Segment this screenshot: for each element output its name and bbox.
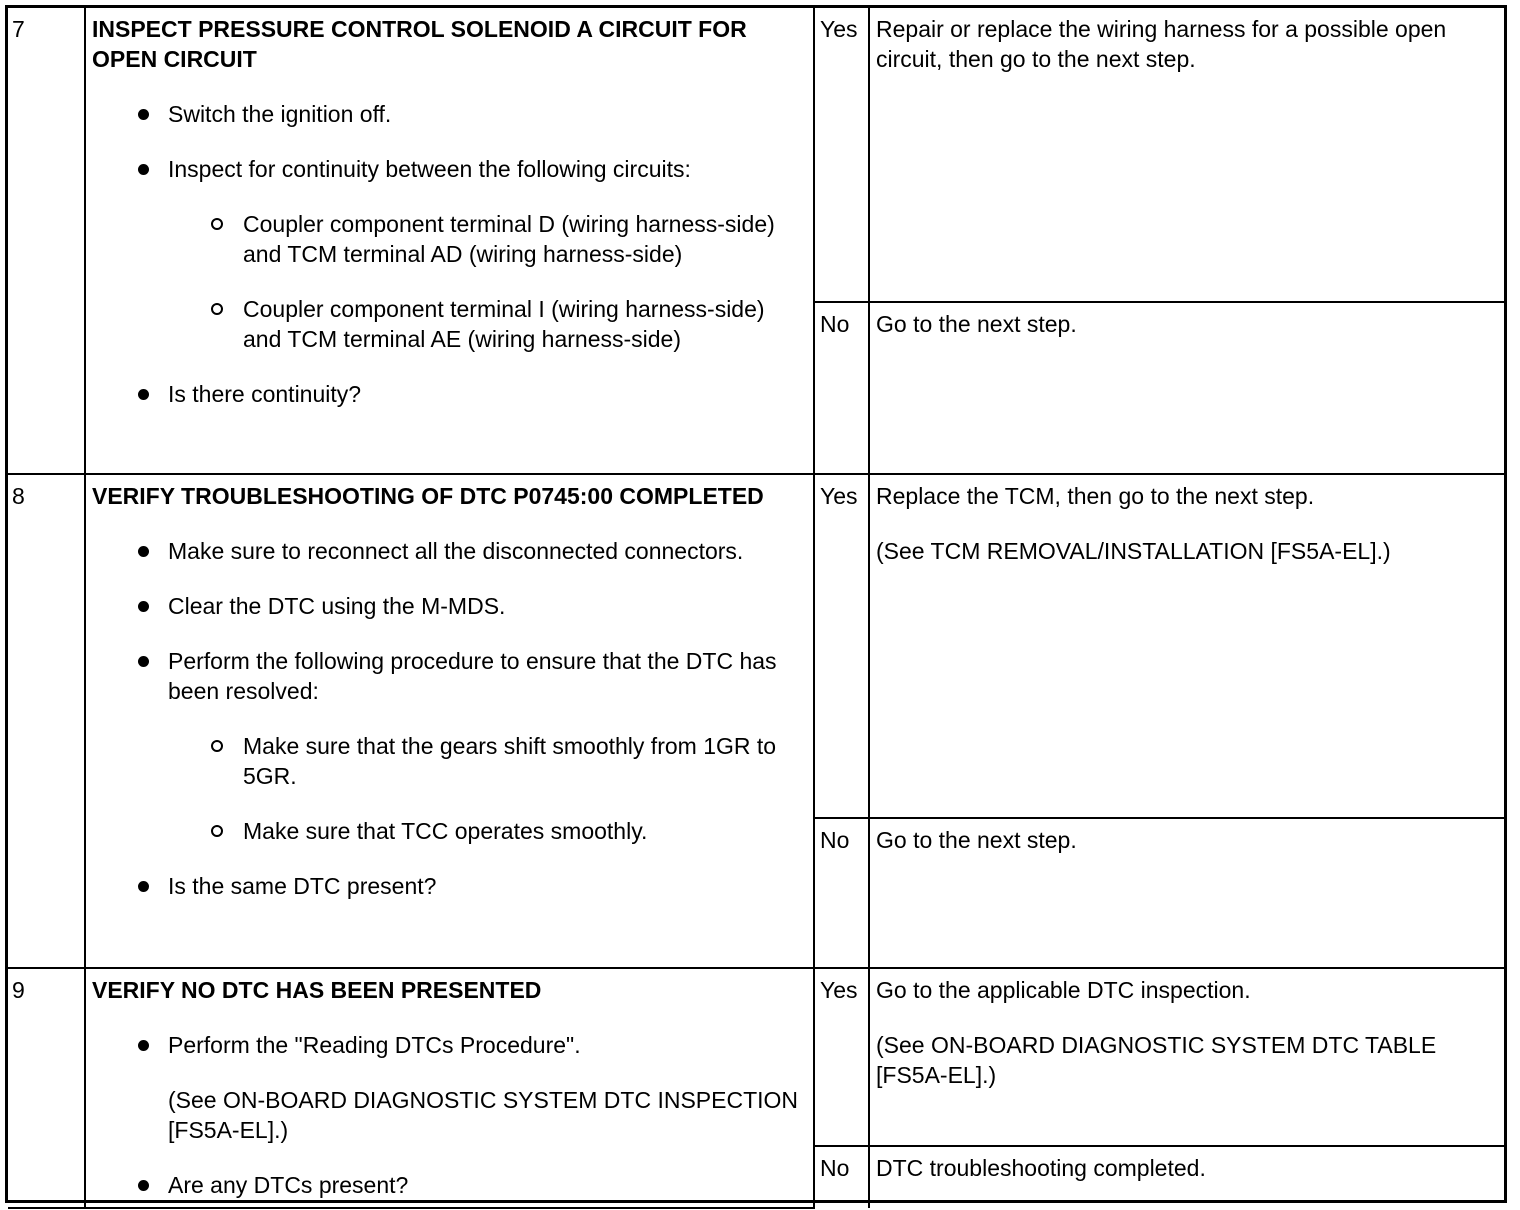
step-title: INSPECT PRESSURE CONTROL SOLENOID A CIRCUIT FOR OPEN CIRCUIT	[92, 16, 747, 72]
procedure-item	[168, 871, 807, 901]
step-number: 8	[8, 474, 85, 968]
diagnostic-procedure-table	[5, 5, 1507, 1203]
action-text: Go to the next step.	[876, 311, 1077, 337]
no-action	[869, 302, 1504, 474]
procedure-item-text: Is the same DTC present?	[168, 873, 437, 899]
action-reference: (See ON-BOARD DIAGNOSTIC SYSTEM DTC TABLE [FS5A-EL].)	[876, 1032, 1437, 1088]
procedure-item-text: Are any DTCs present?	[168, 1172, 409, 1198]
yes-label: Yes	[814, 968, 869, 1146]
yes-action	[869, 968, 1504, 1146]
yes-label: Yes	[814, 474, 869, 818]
procedure-list	[92, 536, 807, 901]
procedure-list	[92, 1030, 807, 1200]
procedure-list	[92, 99, 807, 409]
yes-action	[869, 474, 1504, 818]
procedure-item-text: Perform the "Reading DTCs Procedure".	[168, 1032, 581, 1058]
procedure-item	[168, 646, 807, 846]
step-number: 9	[8, 968, 85, 1208]
step-procedure	[85, 8, 814, 474]
procedure-item	[168, 536, 807, 566]
action-reference: (See TCM REMOVAL/INSTALLATION [FS5A-EL].)	[876, 538, 1391, 564]
action-text: Replace the TCM, then go to the next step.	[876, 483, 1315, 509]
procedure-item	[168, 379, 807, 409]
no-label: No	[814, 818, 869, 968]
sub-procedure-list	[168, 209, 807, 354]
no-label: No	[814, 1146, 869, 1208]
procedure-item-text: Clear the DTC using the M-MDS.	[168, 593, 506, 619]
procedure-item-text: Perform the following procedure to ensure that the DTC has been resolved:	[168, 648, 777, 704]
action-text: DTC troubleshooting completed.	[876, 1155, 1206, 1181]
procedure-item	[168, 154, 807, 354]
procedure-item	[168, 1170, 807, 1200]
action-text: Repair or replace the wiring harness for a possible open circuit, then go to the next step.	[876, 16, 1447, 72]
no-action	[869, 818, 1504, 968]
yes-action	[869, 8, 1504, 302]
sub-procedure-list	[168, 731, 807, 846]
sub-procedure-item: Make sure that the gears shift smoothly from 1GR to 5GR.	[243, 731, 807, 791]
sub-procedure-item: Make sure that TCC operates smoothly.	[243, 816, 807, 846]
procedure-item-text: Inspect for continuity between the following circuits:	[168, 156, 691, 182]
step-row-8-yes	[8, 474, 1504, 818]
step-title: VERIFY TROUBLESHOOTING OF DTC P0745:00 COMPLETED	[92, 483, 764, 509]
procedure-item-text: Switch the ignition off.	[168, 101, 392, 127]
yes-label: Yes	[814, 8, 869, 302]
step-number: 7	[8, 8, 85, 474]
no-action	[869, 1146, 1504, 1208]
no-label: No	[814, 302, 869, 474]
sub-procedure-item: Coupler component terminal D (wiring harness-side) and TCM terminal AD (wiring harness-side)	[243, 209, 807, 269]
procedure-item	[168, 1030, 807, 1145]
step-title: VERIFY NO DTC HAS BEEN PRESENTED	[92, 977, 542, 1003]
procedure-item	[168, 99, 807, 129]
sub-procedure-item: Coupler component terminal I (wiring harness-side) and TCM terminal AE (wiring harness-side)	[243, 294, 807, 354]
procedure-item-text: Make sure to reconnect all the disconnected connectors.	[168, 538, 744, 564]
action-text: Go to the applicable DTC inspection.	[876, 977, 1251, 1003]
procedure-reference: (See ON-BOARD DIAGNOSTIC SYSTEM DTC INSPECTION [FS5A-EL].)	[168, 1087, 799, 1143]
step-row-7-yes	[8, 8, 1504, 302]
procedure-item-text: Is there continuity?	[168, 381, 362, 407]
procedure-table	[8, 8, 1504, 1209]
action-text: Go to the next step.	[876, 827, 1077, 853]
step-row-9-yes	[8, 968, 1504, 1146]
step-procedure	[85, 474, 814, 968]
step-procedure	[85, 968, 814, 1208]
procedure-item	[168, 591, 807, 621]
